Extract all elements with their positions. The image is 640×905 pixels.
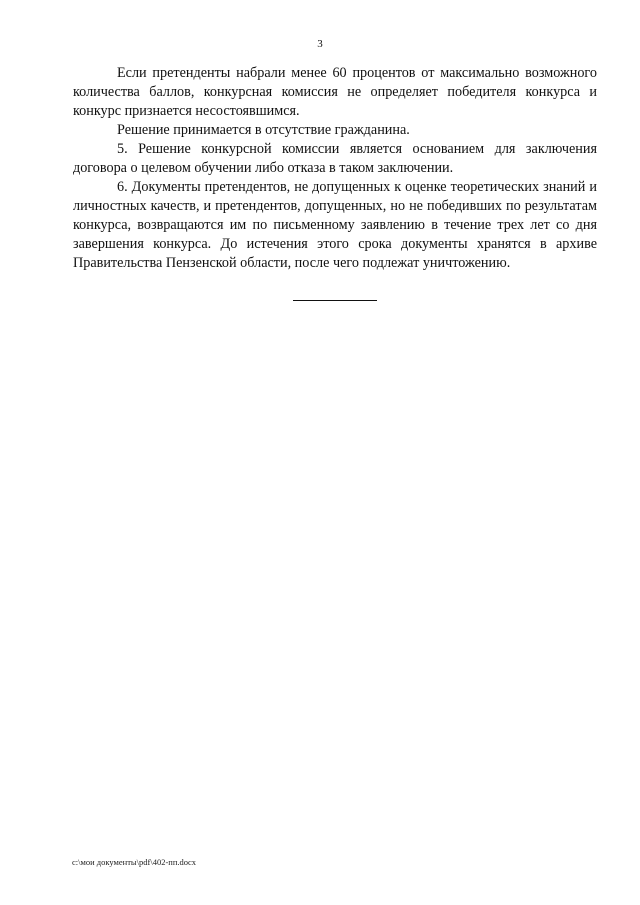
paragraph-item-5: 5. Решение конкурсной комиссии является основанием для заключения договора о целевом обучении либо отказа в таком заключении.: [73, 141, 597, 176]
end-of-document-rule: [293, 300, 377, 301]
page-number: 3: [317, 38, 323, 50]
paragraph-insufficient-score: Если претенденты набрали менее 60 процентов от максимально возможного количества баллов, конкурсная комиссия не определяет победителя конкурса и конкурс признается несостоявшимся.: [73, 65, 597, 119]
paragraph-item-6: 6. Документы претендентов, не допущенных к оценке теоретических знаний и личностных качеств, и претендентов, допущенных, но не победивших по результатам конкурса, возвращаются им по письменному заявлению в течение трех лет со дня завершения конкурса. До истечения этого срока документы хранятся в архиве Правительства Пензенской области, после чего подлежат уничтожению.: [73, 179, 597, 271]
document-body: [73, 64, 597, 273]
footer-file-path: c:\мои документы\pdf\402-пп.docx: [72, 857, 197, 867]
paragraph-decision-absence: Решение принимается в отсутствие гражданина.: [117, 122, 410, 138]
